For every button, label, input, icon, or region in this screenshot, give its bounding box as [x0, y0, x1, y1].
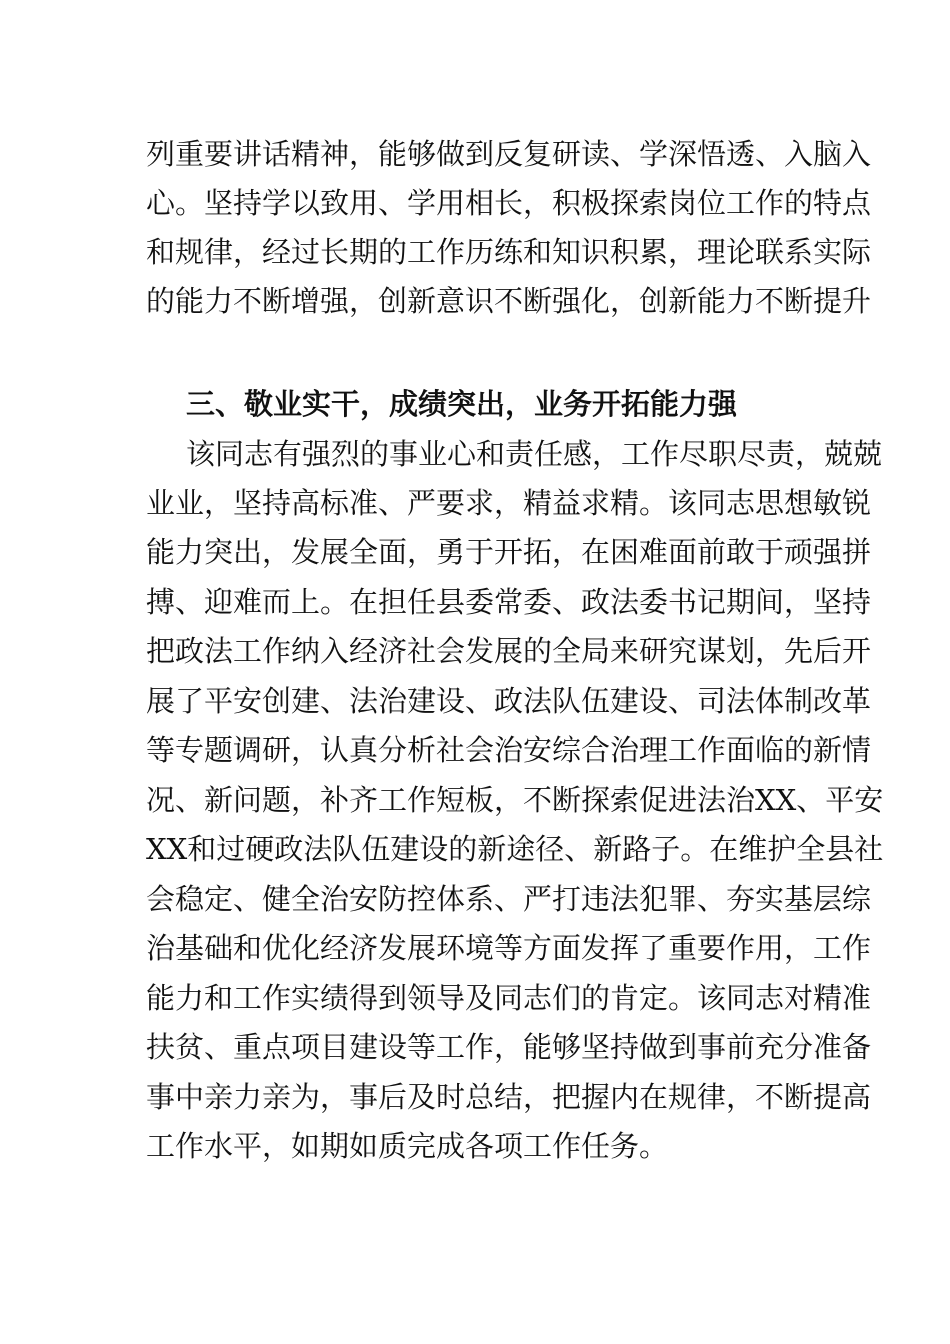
paragraph-2-line-8: 况、新问题，补齐工作短板，不断探索促进法治XX、平安 — [146, 783, 884, 817]
paragraph-2-line-9: XX和过硬政法队伍建设的新途径、新路子。在维护全县社 — [146, 832, 884, 866]
section-heading: 三、敬业实干，成绩突出，业务开拓能力强 — [186, 387, 738, 421]
paragraph-2-line-4: 搏、迎难而上。在担任县委常委、政法委书记期间，坚持 — [146, 585, 872, 619]
paragraph-1-line-3: 和规律，经过长期的工作历练和知识积累，理论联系实际 — [146, 235, 872, 269]
paragraph-2-line-6: 展了平安创建、法治建设、政法队伍建设、司法体制改革 — [146, 684, 872, 718]
paragraph-2-line-7: 等专题调研，认真分析社会治安综合治理工作面临的新情 — [146, 733, 872, 767]
paragraph-2-line-14: 事中亲力亲为，事后及时总结，把握内在规律，不断提高 — [146, 1080, 872, 1114]
paragraph-2-line-10: 会稳定、健全治安防控体系、严打违法犯罪、夯实基层综 — [146, 882, 872, 916]
paragraph-2-line-2: 业业，坚持高标准、严要求，精益求精。该同志思想敏锐 — [146, 486, 872, 520]
paragraph-2-line-12: 能力和工作实绩得到领导及同志们的肯定。该同志对精准 — [146, 981, 872, 1015]
paragraph-1-line-1: 列重要讲话精神，能够做到反复研读、学深悟透、入脑入 — [146, 137, 872, 171]
paragraph-2-line-15: 工作水平，如期如质完成各项工作任务。 — [146, 1129, 669, 1163]
paragraph-2-line-5: 把政法工作纳入经济社会发展的全局来研究谋划，先后开 — [146, 634, 872, 668]
paragraph-2-line-11: 治基础和优化经济发展环境等方面发挥了重要作用，工作 — [146, 931, 872, 965]
paragraph-2-line-1: 该同志有强烈的事业心和责任感，工作尽职尽责，兢兢 — [186, 437, 883, 471]
paragraph-1-line-2: 心。坚持学以致用、学用相长，积极探索岗位工作的特点 — [146, 186, 872, 220]
paragraph-2-line-13: 扶贫、重点项目建设等工作，能够坚持做到事前充分准备 — [146, 1030, 872, 1064]
paragraph-2-line-3: 能力突出，发展全面，勇于开拓，在困难面前敢于顽强拼 — [146, 535, 872, 569]
paragraph-1-line-4: 的能力不断增强，创新意识不断强化，创新能力不断提升 — [146, 284, 872, 318]
